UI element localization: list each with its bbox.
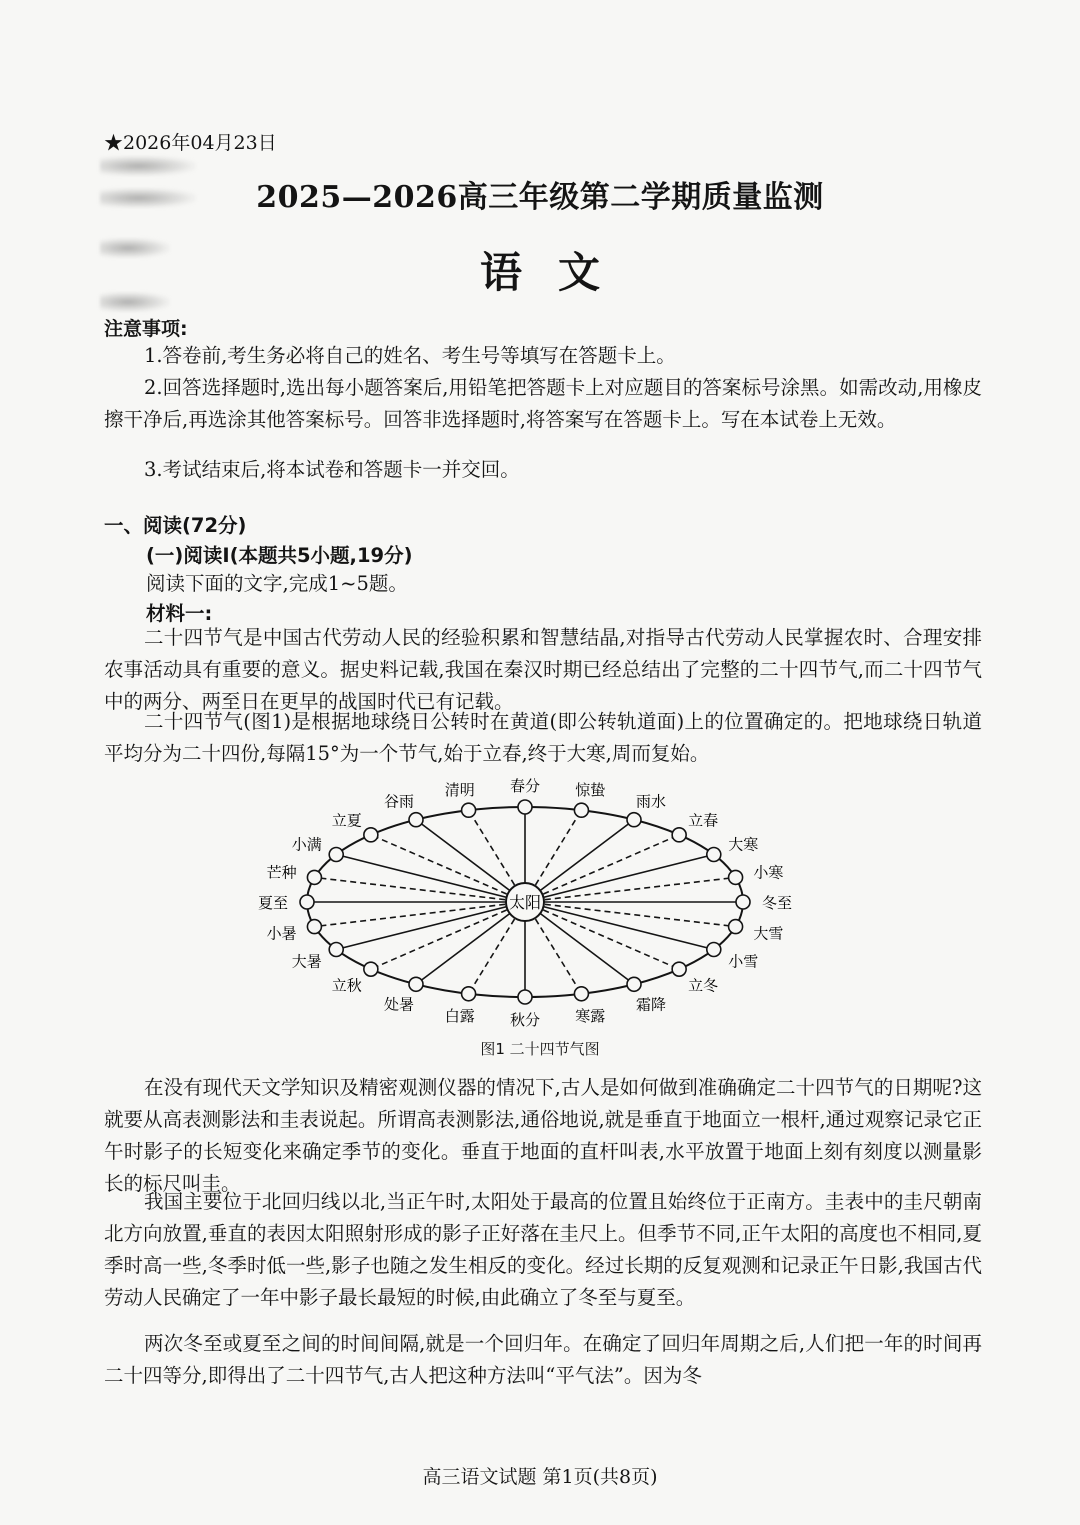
term-label: 小寒 [753,863,784,882]
term-node [364,828,378,842]
exam-date: ★2026年04月23日 [104,132,277,154]
body-paragraph: 我国主要位于北回归线以北,当正午时,太阳处于最高的位置且始终位于正南方。圭表中的圭尺朝南北方向放置,垂直的表因太阳照射形成的影子正好落在圭尺上。但季节不同,正午太阳的高度也不相同,夏季时高一些,冬季时低一些,影子也随之发生相反的变化。经过长期的反复观测和记录正午日影,我国古代劳动人民确定了一年中影子最长最短的时候,由此确立了冬至与夏至。 [104,1190,982,1309]
term-node [307,870,321,884]
term-label: 小暑 [266,924,297,943]
term-label: 霜降 [635,995,667,1014]
term-label: 大雪 [753,924,784,943]
term-label: 惊蛰 [575,780,606,799]
term-node [518,800,532,814]
reading-instruction: 阅读下面的文字,完成1~5题。 [146,572,408,595]
term-node [300,895,314,909]
term-node [672,828,686,842]
body-paragraph: 二十四节气(图1)是根据地球绕日公转时在黄道(即公转轨道面)上的位置确定的。把地球绕日轨道平均分为二十四份,每隔15°为一个节气,始于立春,终于大寒,周而复始。 [104,710,982,765]
term-label: 大寒 [728,835,759,854]
body-paragraph: 二十四节气是中国古代劳动人民的经验积累和智慧结晶,对指导古代劳动人民掌握农时、合理安排农事活动具有重要的意义。据史料记载,我国在秦汉时期已经总结出了完整的二十四节气,而二十四节气中的两分、两至日在更早的战国时代已有记载。 [104,626,982,713]
term-label: 芒种 [266,863,297,882]
spoke-line [525,877,736,902]
term-label: 小满 [291,835,322,854]
term-node [736,895,750,909]
term-node [409,813,423,827]
term-node [729,870,743,884]
term-node [672,962,686,976]
notice-heading: 注意事项: [104,318,188,340]
term-node [574,987,588,1001]
term-node [627,977,641,991]
term-label: 立春 [688,811,719,830]
term-node [307,920,321,934]
spoke-line [314,877,525,902]
term-node [462,987,476,1001]
term-node [729,920,743,934]
spoke-line [314,902,525,927]
subject-title: 语文 [479,248,636,297]
term-node [329,943,343,957]
term-label: 雨水 [635,792,667,811]
exam-title: 2025—2026高三年级第二学期质量监测 [256,180,824,215]
term-label: 冬至 [761,894,793,912]
term-node [707,943,721,957]
term-label: 寒露 [575,1007,606,1026]
term-label: 秋分 [509,1011,541,1029]
term-node [364,962,378,976]
sun-label: 太阳 [508,893,542,912]
term-node [329,848,343,862]
term-label: 谷雨 [383,792,415,811]
material-label: 材料一: [146,602,213,625]
term-label: 大暑 [291,952,322,971]
notice-item: 2.回答选择题时,选出每小题答案后,用铅笔把答题卡上对应题目的答案标号涂黑。如需改动,用橡皮擦干净后,再选涂其他答案标号。回答非选择题时,将答案写在答题卡上。写在本试卷上无效。 [104,376,982,431]
term-node [707,848,721,862]
term-label: 立冬 [688,976,719,995]
term-label: 小雪 [728,952,759,971]
body-paragraph: 两次冬至或夏至之间的时间间隔,就是一个回归年。在确定了回归年周期之后,人们把一年的时间再二十四等分,即得出了二十四节气,古人把这种方法叫“平气法”。因为冬 [104,1332,982,1387]
term-label: 白露 [444,1007,475,1026]
term-label: 处暑 [383,995,415,1014]
solar-terms-diagram [240,770,860,1060]
term-node [409,977,423,991]
section-heading: 一、阅读(72分) [104,514,247,537]
term-label: 立秋 [331,976,362,995]
figure-caption: 图1 二十四节气图 [480,1040,600,1058]
term-node [518,990,532,1004]
term-label: 立夏 [331,811,362,830]
page-footer: 高三语文试题 第1页(共8页) [422,1466,658,1488]
body-paragraph: 在没有现代天文学知识及精密观测仪器的情况下,古人是如何做到准确确定二十四节气的日期呢?这就要从高表测影法和圭表说起。所谓高表测影法,通俗地说,就是垂直于地面立一根杆,通过观察记录它正午时影子的长短变化来确定季节的变化。垂直于地面的直杆叫表,水平放置于地面上刻有刻度以测量影长的标尺叫圭。 [104,1076,982,1195]
term-label: 清明 [444,780,475,799]
term-node [627,813,641,827]
spoke-line [525,902,736,927]
term-node [574,803,588,817]
sub-section-heading: (一)阅读Ⅰ(本题共5小题,19分) [146,544,413,567]
notice-item: 3.考试结束后,将本试卷和答题卡一并交回。 [144,458,520,481]
term-label: 春分 [509,777,541,795]
term-label: 夏至 [257,894,289,912]
notice-item: 1.答卷前,考生务必将自己的姓名、考生号等填写在答题卡上。 [144,344,676,367]
term-node [462,803,476,817]
